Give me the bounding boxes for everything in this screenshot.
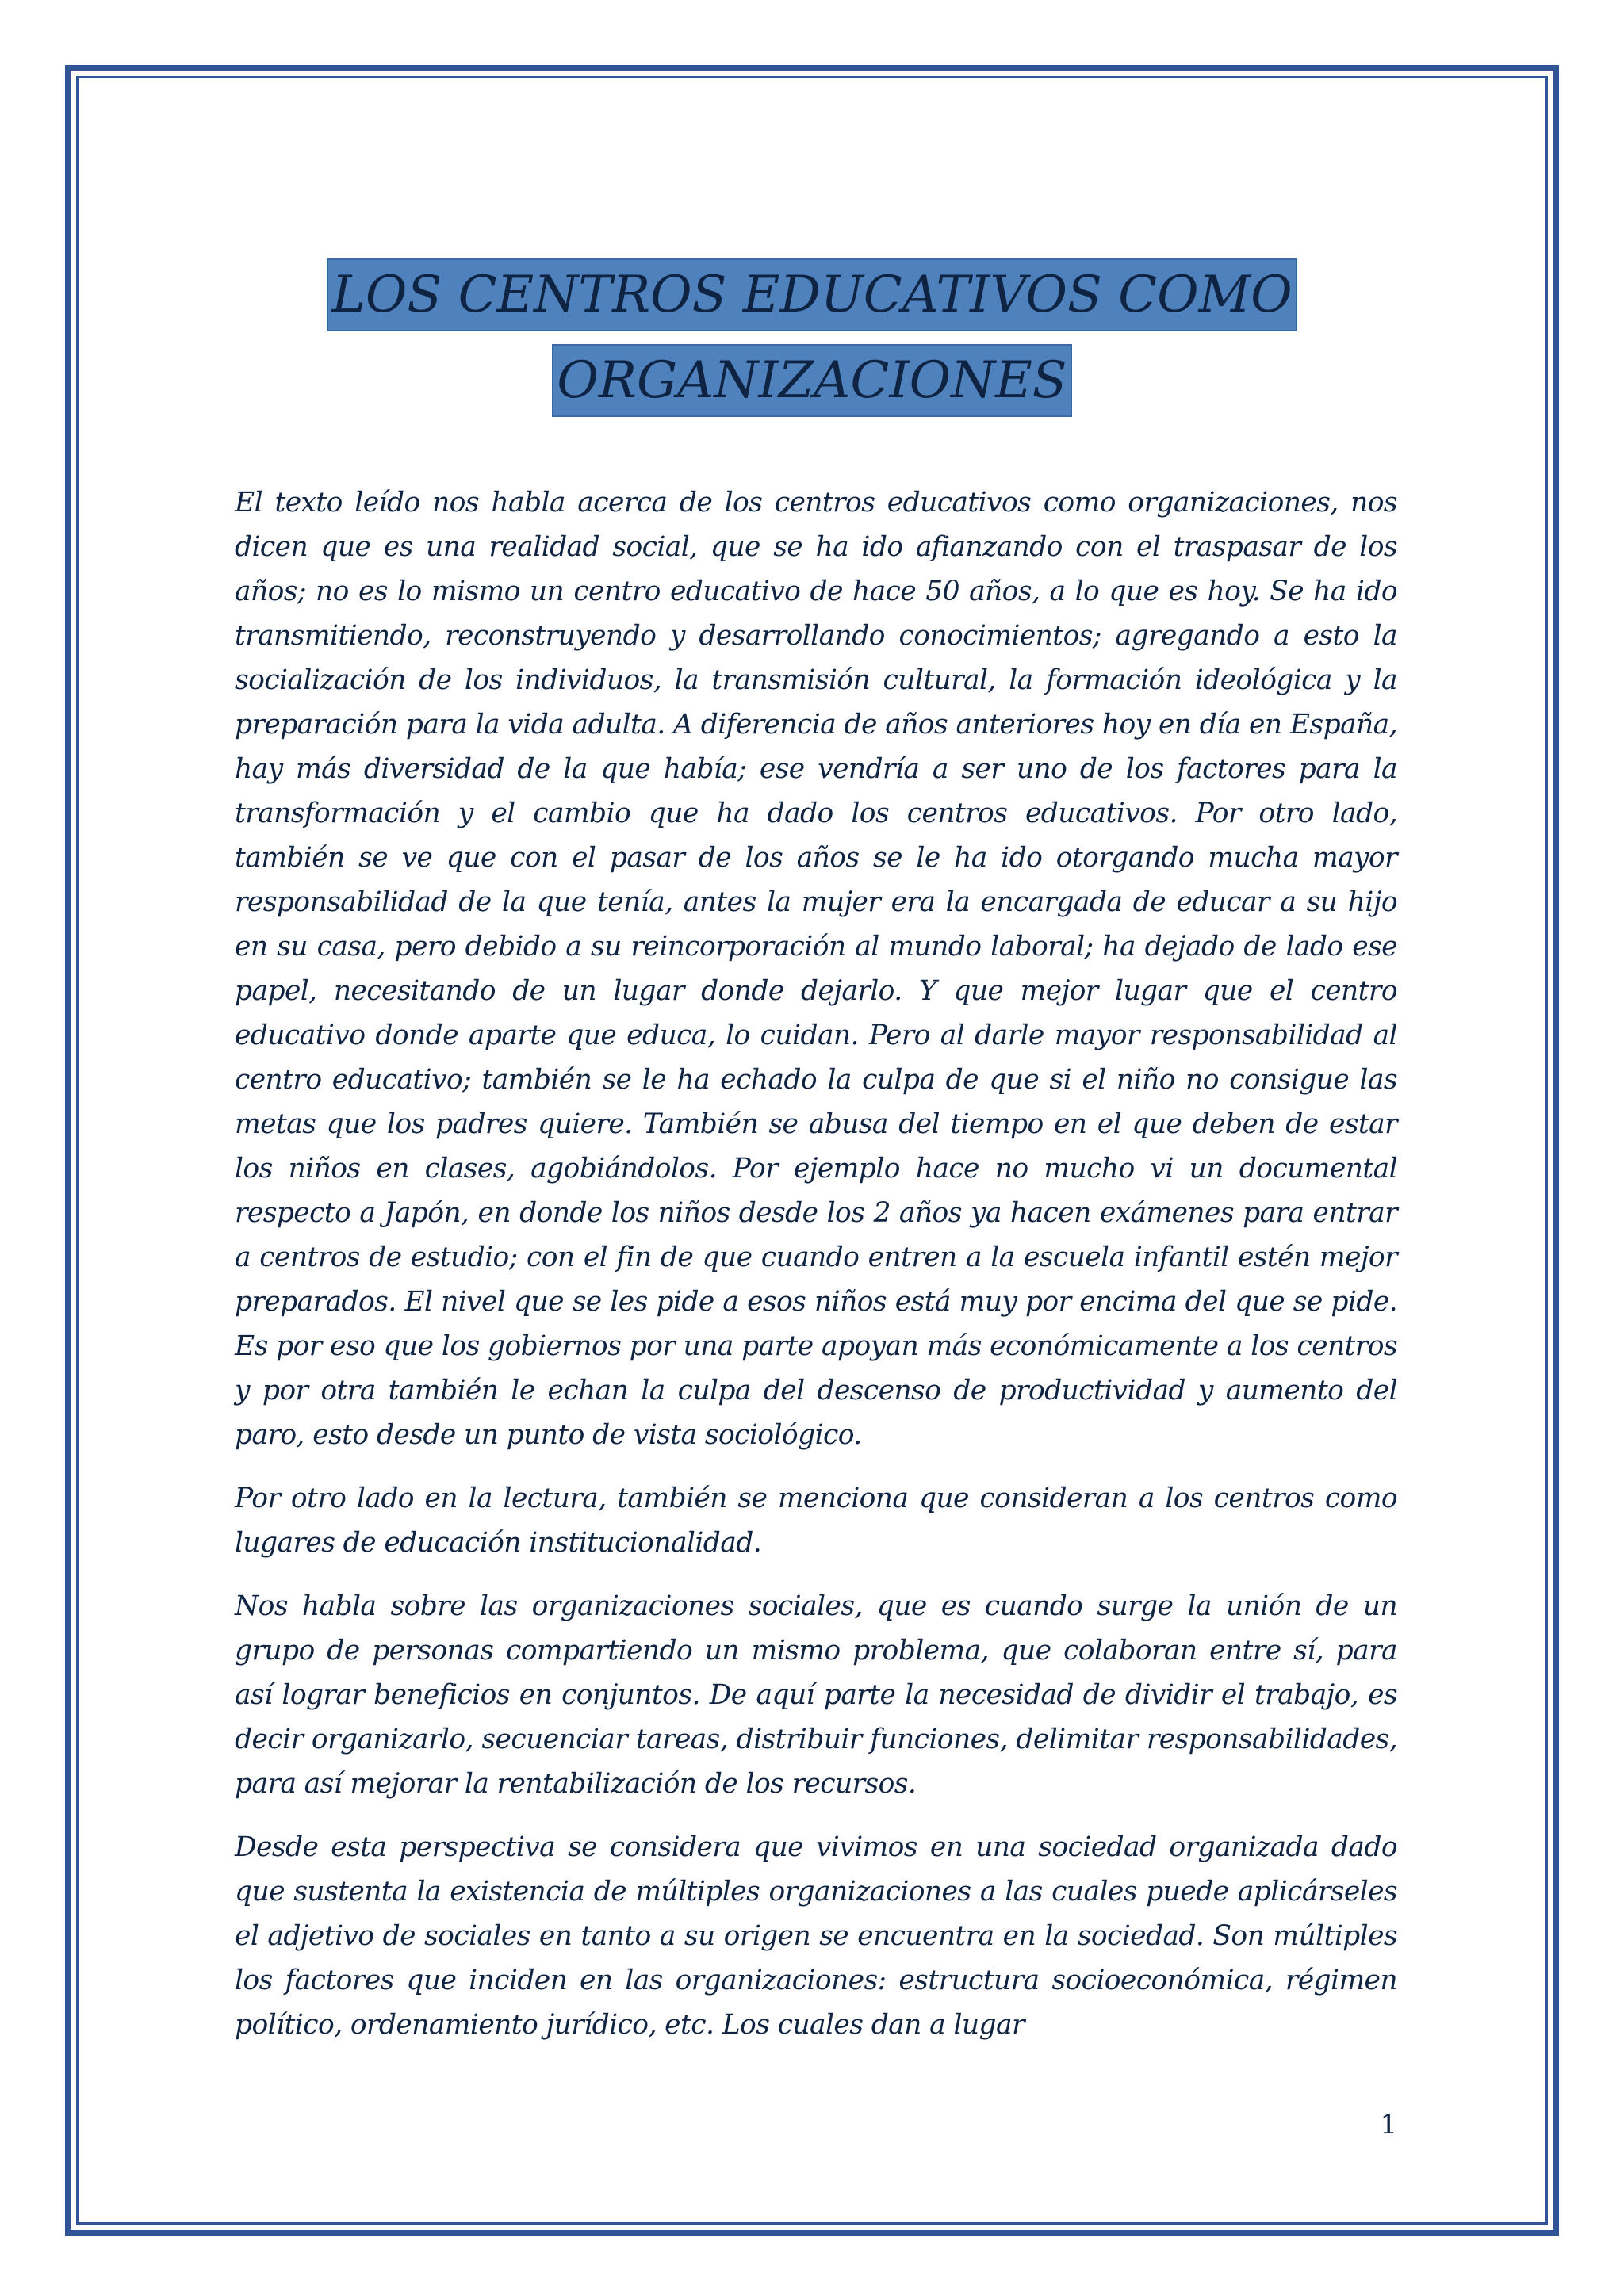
paragraph-1: El texto leído nos habla acerca de los centros educativos como organizaciones, nos dicen que es una realidad social, que se ha ido afianzando con el traspasar de los años; no es lo mismo un centro educativo de hace 50 años, a lo que es hoy. Se ha ido transmitiendo, reconstruyendo y desarrollando conocimientos; agregando a esto la socialización de los individuos, la transmisión cultural, la formación ideológica y la preparación para la vida adulta. A diferencia de años anteriores hoy en día en España, hay más diversidad de la que había; ese vendría a ser uno de los factores para la transformación y el cambio que ha dado los centros educativos. Por otro lado, también se ve que con el pasar de los años se le ha ido otorgando mucha mayor responsabilidad de la que tenía, antes la mujer era la encargada de educar a su hijo en su casa, pero debido a su reincorporación al mundo laboral; ha dejado de lado ese papel, necesitando de un lugar donde dejarlo. Y que mejor lugar que el centro educativo donde aparte que educa, lo cuidan. Pero al darle mayor responsabilidad al centro educativo; también se le ha echado la culpa de que si el niño no consigue las metas que los padres quiere. También se abusa del tiempo en el que deben de estar los niños en clases, agobiándolos. Por ejemplo hace no mucho vi un documental respecto a Japón, en donde los niños desde los 2 años ya hacen exámenes para entrar a centros de estudio; con el fin de que cuando entren a la escuela infantil estén mejor preparados. El nivel que se les pide a esos niños está muy por encima del que se pide. Es por eso que los gobiernos por una parte apoyan más económicamente a los centros y por otra también le echan la culpa del descenso de productividad y aumento del paro, esto desde un punto de vista sociológico. bbox=[235, 487, 1397, 1451]
document-body bbox=[235, 480, 1397, 2066]
title-line-2: ORGANIZACIONES bbox=[552, 344, 1071, 417]
paragraph-2: Por otro lado en la lectura, también se menciona que consideran a los centros como lugares de educación institucionalidad. bbox=[235, 1483, 1397, 1559]
paragraph-3: Nos habla sobre las organizaciones sociales, que es cuando surge la unión de un grupo de personas compartiendo un mismo problema, que colaboran entre sí, para así lograr beneficios en conjuntos. De aquí parte la necesidad de dividir el trabajo, es decir organizarlo, secuenciar tareas, distribuir funciones, delimitar responsabilidades, para así mejorar la rentabilización de los recursos. bbox=[235, 1590, 1397, 1800]
document-title bbox=[0, 252, 1624, 423]
page-number: 1 bbox=[1380, 2109, 1397, 2141]
title-line-1: LOS CENTROS EDUCATIVOS COMO bbox=[327, 258, 1297, 331]
paragraph-4: Desde esta perspectiva se considera que vivimos en una sociedad organizada dado que sustenta la existencia de múltiples organizaciones a las cuales puede aplicárseles el adjetivo de sociales en tanto a su origen se encuentra en la sociedad. Son múltiples los factores que inciden en las organizaciones: estructura socioeconómica, régimen político, ordenamiento jurídico, etc. Los cuales dan a lugar bbox=[235, 1831, 1397, 2041]
